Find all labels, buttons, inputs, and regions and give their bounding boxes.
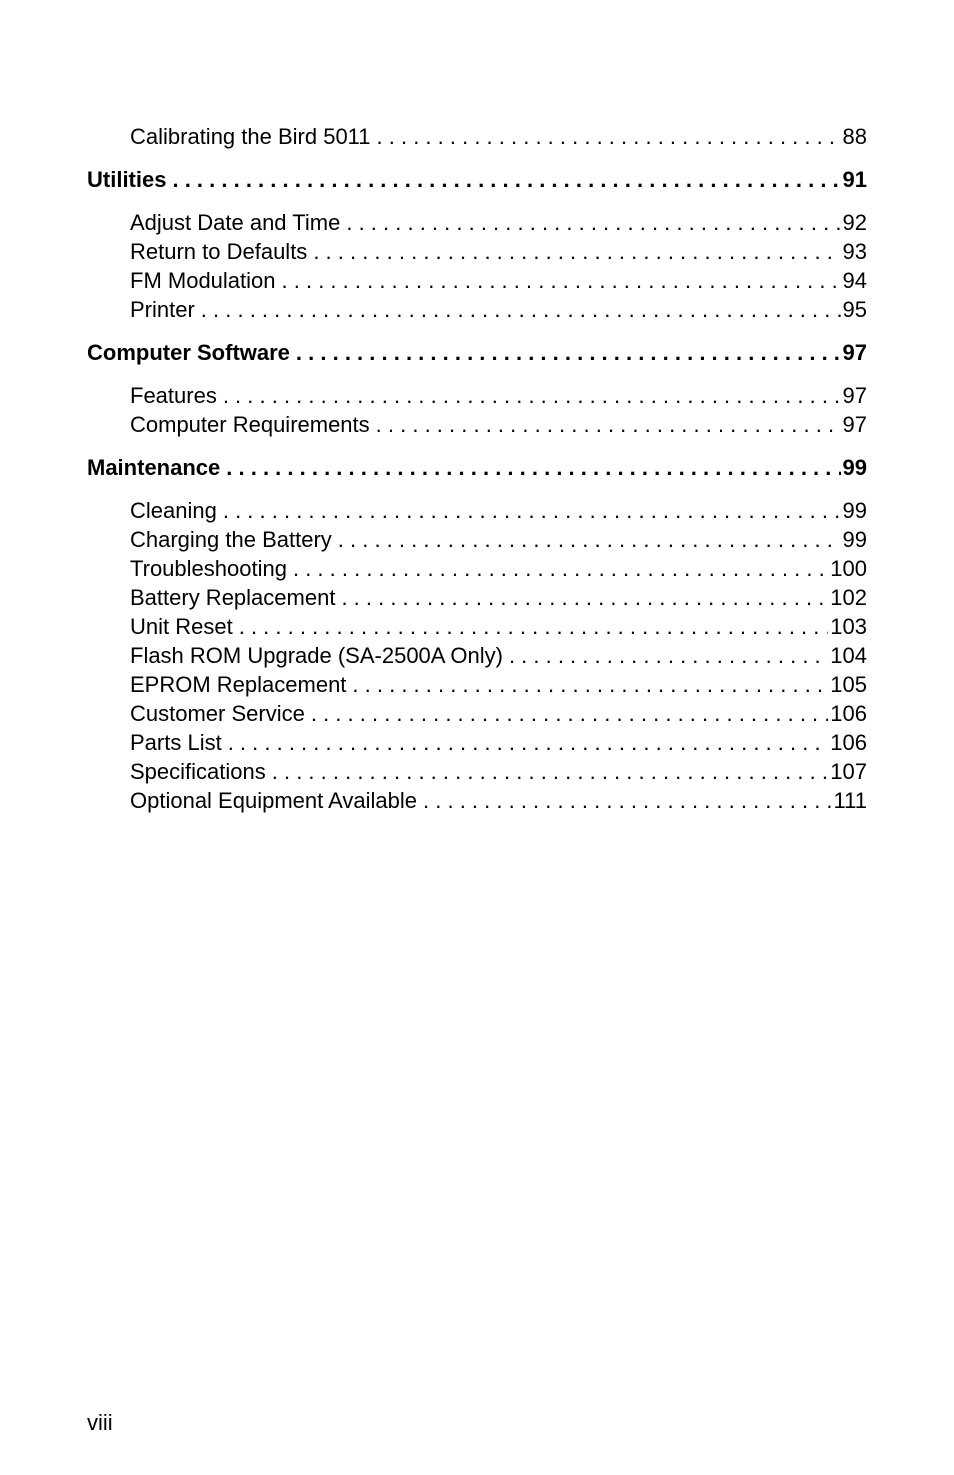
page-number: viii [87, 1410, 113, 1435]
toc-entry-page: 97 [842, 412, 867, 437]
toc-dot-leader [346, 208, 840, 237]
toc-dot-leader [509, 641, 828, 670]
toc-entry-title: Adjust Date and Time [130, 210, 341, 235]
toc-entry-page: 97 [842, 340, 867, 365]
toc-entry-title: Battery Replacement [130, 585, 336, 610]
toc-dot-leader [228, 728, 829, 757]
toc-entry[interactable] [87, 525, 867, 554]
toc-entry-page: 106 [830, 701, 867, 726]
toc-dot-leader [296, 338, 841, 367]
toc-dot-leader [376, 410, 841, 439]
toc-entry-title: Optional Equipment Available [130, 788, 418, 813]
toc-dot-leader [239, 612, 829, 641]
toc-entry[interactable] [87, 641, 867, 670]
toc-entry-page: 99 [842, 498, 867, 523]
toc-dot-leader [282, 266, 841, 295]
toc-entry-page: 99 [842, 455, 867, 480]
toc-entry-title: Printer [130, 297, 195, 322]
toc-entry[interactable] [87, 554, 867, 583]
toc-entry-title: Cleaning [130, 498, 217, 523]
toc-entry-title: Troubleshooting [130, 556, 287, 581]
toc-entry-title: Parts List [130, 730, 222, 755]
toc-entry-page: 95 [842, 297, 867, 322]
toc-dot-leader [293, 554, 828, 583]
toc-entry-title: FM Modulation [130, 268, 276, 293]
toc-entry-title: Computer Software [87, 340, 290, 365]
toc-entry-title: Calibrating the Bird 5011 [130, 124, 371, 149]
toc-dot-leader [341, 583, 828, 612]
toc-entry[interactable] [87, 728, 867, 757]
toc-entry-title: Customer Service [130, 701, 305, 726]
toc-entry-title: Flash ROM Upgrade (SA-2500A Only) [130, 643, 503, 668]
toc-entry-page: 106 [830, 730, 867, 755]
toc-entry[interactable] [87, 381, 867, 410]
toc-entry[interactable] [87, 266, 867, 295]
toc-section-heading[interactable] [87, 165, 867, 194]
toc-entry[interactable] [87, 786, 867, 815]
toc-entry-page: 88 [842, 124, 867, 149]
toc-dot-leader [223, 381, 841, 410]
toc-entry-title: Utilities [87, 167, 167, 192]
toc-dot-leader [313, 237, 840, 266]
toc-entry-title: EPROM Replacement [130, 672, 347, 697]
toc-entry[interactable] [87, 295, 867, 324]
toc-entry[interactable] [87, 237, 867, 266]
toc-entry[interactable] [87, 410, 867, 439]
toc-dot-leader [338, 525, 841, 554]
toc-dot-leader [226, 453, 840, 482]
toc-entry-title: Features [130, 383, 217, 408]
toc-section-heading[interactable] [87, 338, 867, 367]
toc-entry-page: 94 [842, 268, 867, 293]
toc-dot-leader [377, 122, 841, 151]
toc-entry[interactable] [87, 122, 867, 151]
toc-dot-leader [423, 786, 832, 815]
toc-entry-page: 93 [842, 239, 867, 264]
toc-entry-title: Charging the Battery [130, 527, 332, 552]
toc-section-heading[interactable] [87, 453, 867, 482]
toc-entry[interactable] [87, 208, 867, 237]
toc-entry-title: Return to Defaults [130, 239, 308, 264]
toc-entry-page: 111 [833, 788, 867, 813]
toc-entry-page: 92 [842, 210, 867, 235]
toc-entry-page: 107 [830, 759, 867, 784]
toc-entry-page: 102 [830, 585, 867, 610]
toc-dot-leader [311, 699, 828, 728]
toc-entry-page: 104 [830, 643, 867, 668]
toc-entry-page: 105 [830, 672, 867, 697]
toc-dot-leader [272, 757, 829, 786]
toc-entry-page: 103 [830, 614, 867, 639]
toc-dot-leader [172, 165, 840, 194]
toc-entry[interactable] [87, 670, 867, 699]
toc-entry-page: 100 [830, 556, 867, 581]
toc-entry-title: Maintenance [87, 455, 221, 480]
toc-entry-title: Unit Reset [130, 614, 233, 639]
toc-entry-page: 99 [842, 527, 867, 552]
toc-entry[interactable] [87, 757, 867, 786]
toc-entry[interactable] [87, 496, 867, 525]
toc-entry-page: 91 [842, 167, 867, 192]
toc-dot-leader [352, 670, 828, 699]
toc-entry-title: Specifications [130, 759, 266, 784]
table-of-contents [87, 122, 867, 815]
toc-entry[interactable] [87, 699, 867, 728]
toc-entry[interactable] [87, 612, 867, 641]
toc-entry[interactable] [87, 583, 867, 612]
toc-dot-leader [201, 295, 841, 324]
toc-entry-title: Computer Requirements [130, 412, 370, 437]
toc-dot-leader [223, 496, 841, 525]
toc-entry-page: 97 [842, 383, 867, 408]
